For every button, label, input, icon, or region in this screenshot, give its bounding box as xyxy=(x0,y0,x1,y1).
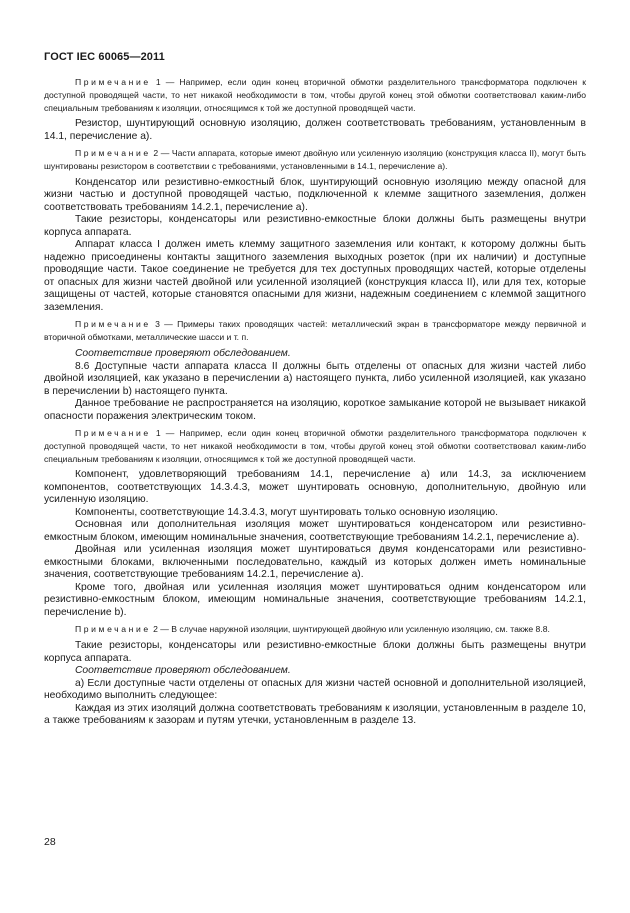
body-paragraph: Основная или дополнительная изоляция может шунтироваться конденсатором или резистивно-емкостным блоком, имеющим номинальные значения, соответствующие требованиям 14.2.1, перечисление а). xyxy=(44,519,586,543)
compliance-paragraph: Соответствие проверяют обследованием. xyxy=(75,665,291,677)
note-text: — Части аппарата, которые имеют двойную или усиленную изоляцию (конструкция класса II), могут быть шунтированы резистором в соответствии с требованиями, установленными в 14.1, перечисление а). xyxy=(44,148,586,172)
body-paragraph: Каждая из этих изоляций должна соответствовать требованиям к изоляции, установленным в разделе 10, а также требованиям к зазорам и путям утечки, установленным в разделе 13. xyxy=(44,702,586,727)
page-number: 28 xyxy=(44,836,56,848)
body-paragraph: Компонент, удовлетворяющий требованиям 14.1, перечисление а) или 14.3, за исключением компонентов, соответствующих 14.3.4.3, может шунтировать основную, дополнительную, двойную или усиленную изоляцию. xyxy=(44,469,586,506)
body-paragraph: Такие резисторы, конденсаторы или резистивно-емкостные блоки должны быть размещены внутри корпуса аппарата. xyxy=(44,214,586,238)
note-paragraph xyxy=(44,318,586,344)
note-label: Примечание xyxy=(75,319,151,330)
note-paragraph xyxy=(44,76,586,114)
note-number: 1 xyxy=(150,428,161,439)
body-paragraph: а) Если доступные части отделены от опасных для жизни частей основной и дополнительной изоляцией, необходимо выполнить следующее: xyxy=(44,677,586,702)
body-paragraph: Двойная или усиленная изоляция может шунтироваться двумя конденсаторами или резистивно-емкостными блоками, включенными последовательно, каждый из которых должен иметь номинальные значения, соответствующие требованиям 14.2.1, перечисление а). xyxy=(44,544,586,581)
note-text: — Например, если один конец вторичной обмотки разделительного трансформатора подключен к доступной проводящей части, то нет никакой необходимости в том, чтобы другой конец этой обмотки соответствовал каким-либо специальным требованиям к изоляции, относящимся к той же доступной проводящей части. xyxy=(44,77,587,113)
body-paragraph: Данное требование не распространяется на изоляцию, короткое замыкание которой не вызывает никакой опасности поражения электрическим током. xyxy=(44,398,586,422)
body-paragraph: Компоненты, соответствующие 14.3.4.3, могут шунтировать только основную изоляцию. xyxy=(75,506,498,518)
document-header: ГОСТ IEC 60065—2011 xyxy=(44,51,165,63)
note-paragraph xyxy=(44,427,586,465)
body-paragraph: Такие резисторы, конденсаторы или резистивно-емкостные блоки должны быть размещены внутри корпуса аппарата. xyxy=(44,640,586,664)
note-text: — В случае наружной изоляции, шунтирующей двойную или усиленную изоляцию, см. также 8.8. xyxy=(157,624,550,635)
note-label: Примечание xyxy=(75,148,151,159)
note-text: — Примеры таких проводящих частей: металлический экран в трансформаторе между первичной и вторичной обмотками, металлические шасси и т. п. xyxy=(44,319,586,343)
note-text: — Например, если один конец вторичной обмотки разделительного трансформатора подключен к доступной проводящей части, то нет никакой необходимости в том, чтобы другой конец этой обмотки соответствовал каким-либо специальным требованиям к изоляции, относящимся к той же доступной проводящей части. xyxy=(44,428,587,464)
body-paragraph: 8.6 Доступные части аппарата класса II должны быть отделены от опасных для жизни частей либо двойной изоляцией, как указано в перечислении а) настоящего пункта, либо усиленной изоляцией, как указано в перечислении b) настоящего пункта. xyxy=(44,360,586,397)
note-number: 2 xyxy=(150,148,159,159)
compliance-paragraph: Соответствие проверяют обследованием. xyxy=(75,348,291,360)
note-number: 2 xyxy=(150,624,158,635)
body-paragraph: Кроме того, двойная или усиленная изоляция может шунтироваться одним конденсатором или резистивно-емкостным блоком, имеющим номинальные значения, соответствующие требованиям 14.2.1, перечисление b). xyxy=(44,581,586,618)
note-paragraph xyxy=(44,147,586,173)
body-paragraph: Аппарат класса I должен иметь клемму защитного заземления или контакт, к которому должны быть надежно присоединены контакты защитного заземления выходных розеток (при их наличии) и доступные проводящие части. Такое соединение не требуется для тех доступных проводящих частей, которые отделены от опасных для жизни частей двойной или усиленной изоляцией (конструкция класса II), или для тех, которые защищены от частей, которые становятся опасными для жизни, надежным соединением с клеммой защитного заземления. xyxy=(44,239,586,313)
body-paragraph: Резистор, шунтирующий основную изоляцию, должен соответствовать требованиям, установленным в 14.1, перечисление а). xyxy=(44,118,586,142)
note-label: Примечание xyxy=(75,428,151,439)
note-label: Примечание xyxy=(75,77,151,87)
note-label: Примечание xyxy=(75,624,151,635)
body-paragraph: Конденсатор или резистивно-емкостный блок, шунтирующий основную изоляцию между опасной для жизни частью и доступной проводящей частью, подключенной к клемме защитного заземления, должен соответствовать требованиям 14.2.1, перечисление а). xyxy=(44,176,586,213)
page-body xyxy=(44,76,586,728)
note-paragraph xyxy=(44,623,586,636)
note-number: 1 xyxy=(150,77,161,87)
note-number: 3 xyxy=(150,319,160,330)
